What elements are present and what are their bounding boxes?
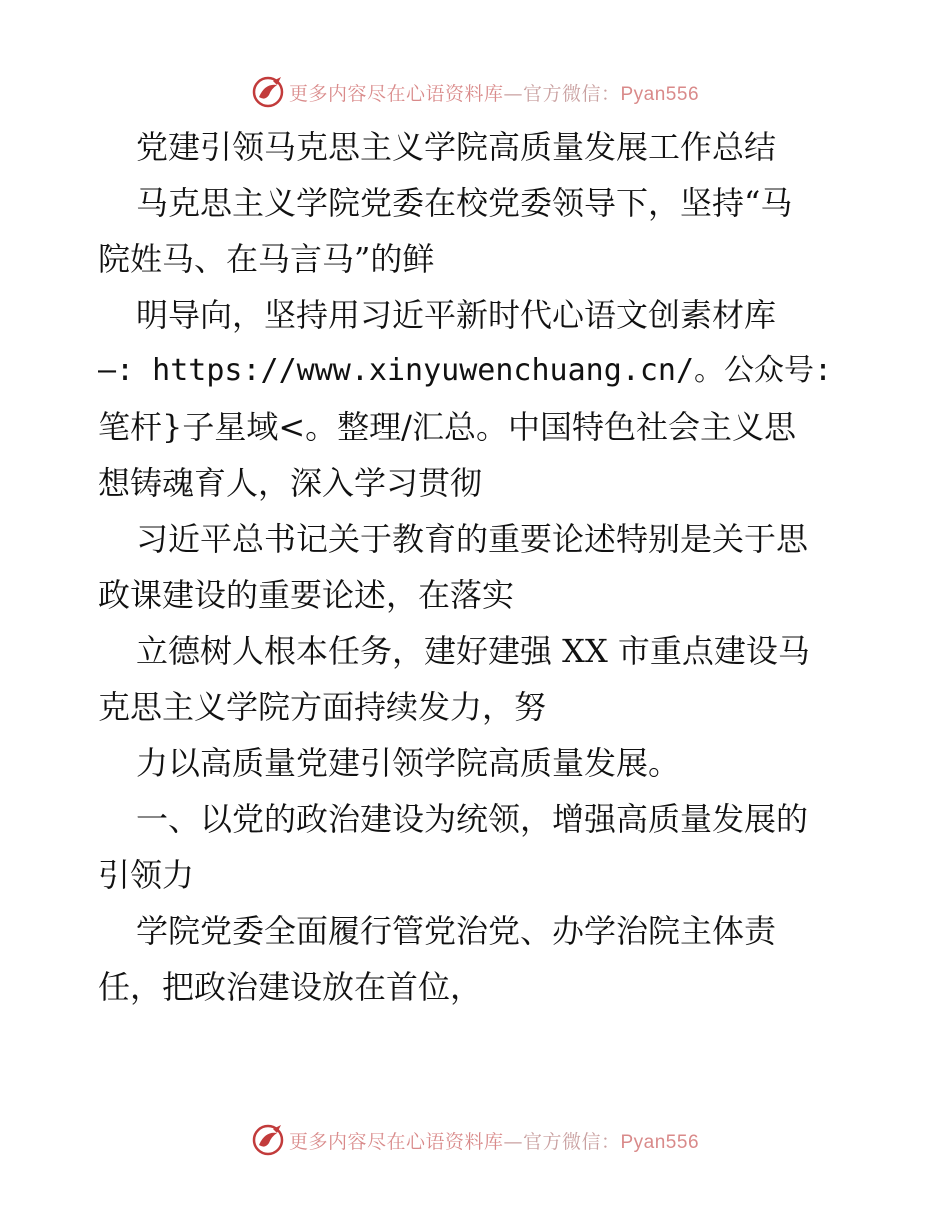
watermark-main: 更多内容尽在心语资料库	[288, 82, 504, 105]
logo-icon	[251, 1123, 285, 1157]
doc-line-url: —: https://www.xinyuwenchuang.cn/。公众号:	[98, 353, 833, 388]
section-heading-cont: 引领力	[98, 856, 195, 894]
doc-line: 克思主义学院方面持续发力，努	[98, 688, 547, 726]
watermark-text	[289, 79, 699, 106]
doc-title: 党建引领马克思主义学院高质量发展工作总结	[136, 128, 777, 166]
watermark-wechat: Pyan556	[620, 83, 700, 105]
logo-icon	[251, 75, 285, 109]
section-heading: 一、以党的政治建设为统领，增强高质量发展的	[136, 800, 809, 838]
doc-line: 习近平总书记关于教育的重要论述特别是关于思	[136, 520, 809, 558]
header-watermark	[0, 72, 950, 112]
doc-line: 笔杆}子星域<。整理/汇总。中国特色社会主义思	[98, 408, 796, 446]
watermark-main: 更多内容尽在心语资料库	[288, 1130, 504, 1153]
doc-line: 明导向，坚持用习近平新时代心语文创素材库	[136, 296, 777, 334]
watermark-text	[289, 1127, 699, 1154]
doc-line: 任，把政治建设放在首位，	[98, 968, 483, 1006]
watermark-sep: —官方微信：	[503, 1130, 621, 1153]
document-body	[98, 119, 858, 1015]
doc-line: 力以高质量党建引领学院高质量发展。	[136, 744, 681, 782]
doc-line: 学院党委全面履行管党治党、办学治院主体责	[136, 912, 777, 950]
footer-watermark	[0, 1120, 950, 1160]
doc-line: 政课建设的重要论述，在落实	[98, 576, 515, 614]
doc-line: 立德树人根本任务，建好建强 XX 市重点建设马	[136, 632, 810, 670]
doc-line: 马克思主义学院党委在校党委领导下，坚持“马	[136, 184, 793, 222]
watermark-wechat: Pyan556	[620, 1131, 700, 1153]
watermark-sep: —官方微信：	[503, 82, 621, 105]
doc-line: 院姓马、在马言马”的鲜	[98, 240, 435, 278]
doc-line: 想铸魂育人，深入学习贯彻	[98, 464, 483, 502]
